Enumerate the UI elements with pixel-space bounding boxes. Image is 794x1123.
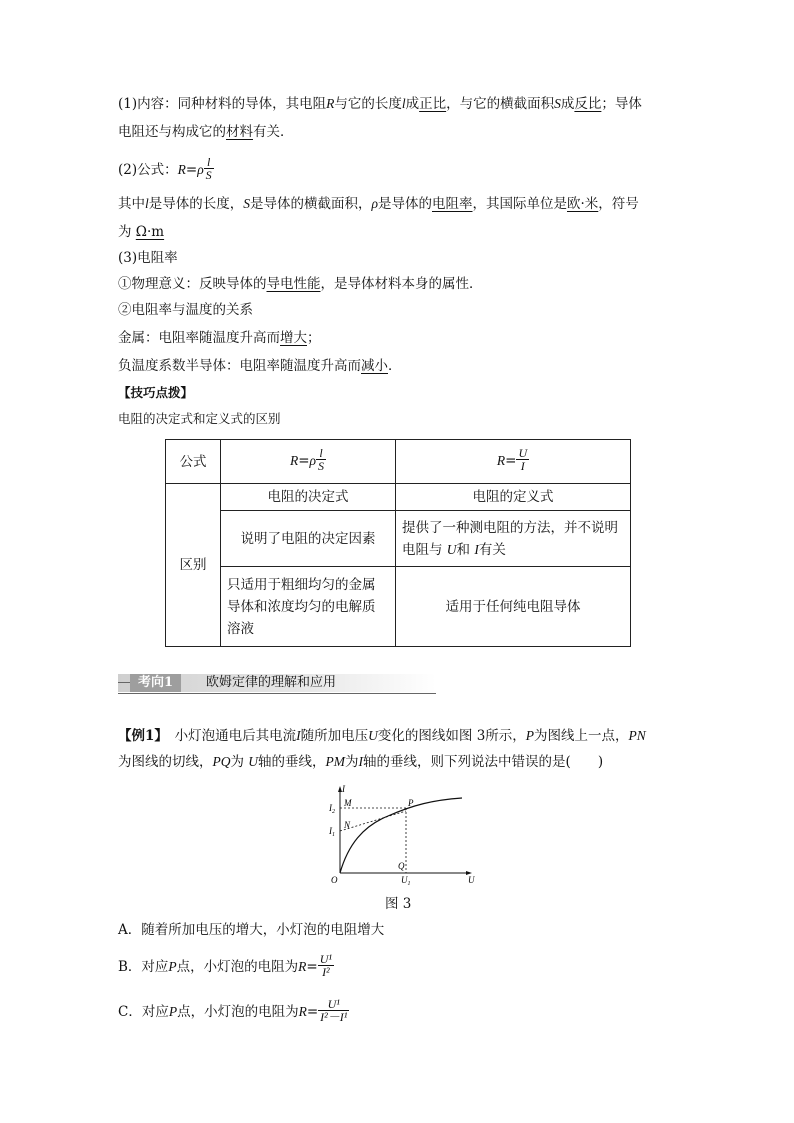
text: 与它的长度 [334, 96, 402, 112]
var-U: U [446, 541, 457, 557]
text: 轴的垂线，则下列说法中错误的是( ) [363, 754, 604, 770]
example-label: 【例1】 [118, 728, 162, 744]
tip-heading: 【技巧点拨】 [118, 385, 194, 400]
var-S: S [243, 196, 251, 211]
var-PN: PN [628, 728, 646, 743]
var-U: U [248, 754, 259, 769]
table-row [166, 440, 631, 484]
content-line [118, 328, 321, 348]
var-R: R [326, 96, 335, 111]
var-I: I [296, 728, 301, 743]
table-cell [396, 511, 631, 567]
underlined-term: 反比 [574, 96, 602, 112]
table-row [166, 511, 631, 567]
equals: = [505, 453, 517, 469]
table-row [166, 567, 631, 647]
content-line: ②电阻率与温度的关系 [118, 302, 253, 318]
cell-line: 溶液 [227, 620, 254, 637]
text: B．对应 [118, 959, 169, 975]
label-i1: $I_1$ [329, 826, 335, 838]
var-P: P [525, 728, 535, 743]
text: ，其国际单位是 [472, 196, 567, 212]
content-line: (3)电阻率 [118, 250, 178, 266]
table-cell [396, 440, 631, 484]
fraction [318, 998, 349, 1023]
label-origin: O [331, 875, 338, 885]
numerator: U¹ [319, 952, 332, 966]
label-axis-u: U [468, 875, 475, 885]
var-S: S [554, 96, 561, 111]
example-line [118, 726, 646, 746]
text: 是导体的长度， [148, 196, 244, 212]
text: 其中 [118, 196, 145, 212]
content-line [118, 274, 483, 294]
iu-graph [328, 783, 478, 887]
cell-line [402, 539, 624, 561]
text: 是导体的横截面积， [250, 196, 372, 212]
text: 点，小灯泡的电阻为 [177, 1004, 299, 1020]
underlined-term: Ω·m [135, 224, 165, 240]
denominator: S [205, 168, 212, 182]
text: (1)内容：同种材料的导体，其电阻 [118, 96, 327, 112]
text: ，是导体材料本身的属性． [320, 276, 483, 292]
text: 成 [560, 96, 575, 112]
text: 轴的垂线， [258, 754, 326, 770]
fraction [318, 953, 334, 978]
fraction [204, 156, 214, 181]
text: 电阻还与构成它的 [118, 124, 226, 140]
section-banner [118, 670, 436, 694]
table-cell: 电阻的决定式 [221, 484, 396, 511]
underlined-term: 减小 [361, 358, 388, 374]
var-PM: PM [325, 754, 346, 769]
var-P: P [168, 959, 177, 974]
denominator: I²－I¹ [320, 1010, 348, 1024]
text: 是导体的 [378, 196, 432, 212]
text: 负温度系数半导体：电阻率随温度升高而 [118, 358, 361, 374]
table-cell: 适用于任何纯电阻导体 [396, 567, 631, 647]
text: ，与它的横截面积 [446, 96, 555, 112]
text: C．对应 [118, 1004, 169, 1020]
var-l: l [401, 96, 406, 111]
numerator: l [204, 156, 214, 169]
var-R: R [289, 453, 299, 468]
text: (2)公式： [118, 162, 178, 178]
content-line [118, 94, 642, 114]
var-rho: ρ [371, 196, 378, 211]
underlined-term: 欧·米 [567, 196, 599, 212]
var-R: R [298, 1004, 307, 1019]
table-cell [221, 567, 396, 647]
var-P: P [168, 1004, 178, 1019]
option-b [118, 952, 334, 980]
option-a: A．随着所加电压的增大，小灯泡的电阻增大 [118, 922, 385, 938]
text: 为 [118, 224, 132, 240]
text: 和 [456, 541, 471, 558]
label-n: N [344, 820, 351, 830]
text: 小灯泡通电后其电流 [174, 728, 297, 744]
comparison-table [165, 439, 631, 647]
var-PQ: PQ [212, 754, 231, 769]
numerator: l [316, 447, 326, 460]
text: ①物理意义：反映导体的 [118, 276, 267, 292]
label-i2: $I_2$ [329, 803, 335, 815]
figure-caption: 图 3 [385, 896, 412, 912]
text: 电阻与 [402, 541, 443, 558]
tip-subheading: 电阻的决定式和定义式的区别 [118, 411, 281, 426]
equals: = [185, 162, 198, 178]
table-cell: 电阻的定义式 [396, 484, 631, 511]
underlined-term: 导电性能 [266, 276, 321, 292]
table-cell: 说明了电阻的决定因素 [221, 511, 396, 567]
underlined-term: 增大 [280, 330, 307, 346]
text: 为 [230, 754, 244, 770]
equals: = [306, 959, 318, 975]
text: ，符号 [598, 196, 639, 212]
banner-tag: 考向1 [130, 674, 181, 692]
underlined-term: 正比 [419, 96, 447, 112]
text: ； [307, 330, 321, 346]
var-l: l [145, 196, 149, 211]
var-U: U [368, 728, 378, 743]
banner-tick [118, 682, 130, 683]
equals: = [306, 1004, 319, 1020]
var-R: R [298, 959, 307, 974]
underlined-term: 电阻率 [432, 196, 473, 212]
equals: = [298, 453, 310, 469]
label-m: M [344, 798, 352, 808]
text: 有关 [478, 541, 506, 558]
text: 变化的图线如图 3所示， [377, 728, 526, 744]
denominator: S [318, 459, 325, 473]
label-axis-i: I [342, 784, 345, 794]
table-row [166, 484, 631, 511]
content-line [118, 356, 402, 376]
var-R: R [177, 162, 186, 177]
fraction [516, 447, 529, 472]
cell-line: 只适用于粗细均匀的金属 [227, 576, 376, 593]
banner-title: 欧姆定律的理解和应用 [206, 675, 337, 690]
denominator: I [520, 459, 525, 473]
cell-line: 导体和浓度均匀的电解质 [227, 598, 376, 615]
denominator: I² [322, 965, 330, 979]
table-cell [221, 440, 396, 484]
banner-underline [118, 693, 436, 694]
text: ． [388, 358, 402, 374]
option-c [118, 997, 349, 1025]
table-header-cell: 区别 [166, 484, 221, 647]
table-header-cell: 公式 [166, 440, 221, 484]
fraction [316, 447, 326, 472]
text: 随所加电压 [300, 728, 369, 744]
label-p: P [408, 798, 414, 808]
numerator: U¹ [318, 998, 349, 1011]
formula-line [118, 155, 214, 183]
text: 成 [405, 96, 420, 112]
var-rho: ρ [309, 453, 317, 468]
cell-line: 提供了一种测电阻的方法，并不说明 [402, 519, 618, 536]
numerator: U [518, 446, 528, 460]
text: ；导体 [601, 96, 642, 112]
content-line [118, 194, 639, 214]
label-u1: $U_1$ [401, 875, 411, 887]
text: 点，小灯泡的电阻为 [176, 959, 299, 975]
content-line [118, 222, 164, 242]
var-I: I [474, 541, 479, 557]
text: 为图线上一点， [534, 728, 629, 744]
underlined-term: 材料 [226, 124, 253, 140]
text: 为 [345, 754, 359, 770]
example-line [118, 752, 603, 772]
var-rho: ρ [197, 162, 204, 177]
text: 有关． [253, 124, 294, 140]
text: 为图线的切线， [118, 754, 213, 770]
var-R: R [496, 453, 506, 468]
content-line [118, 122, 294, 142]
text: 金属：电阻率随温度升高而 [118, 330, 280, 346]
label-q: Q [398, 861, 405, 871]
var-I: I [358, 754, 364, 769]
